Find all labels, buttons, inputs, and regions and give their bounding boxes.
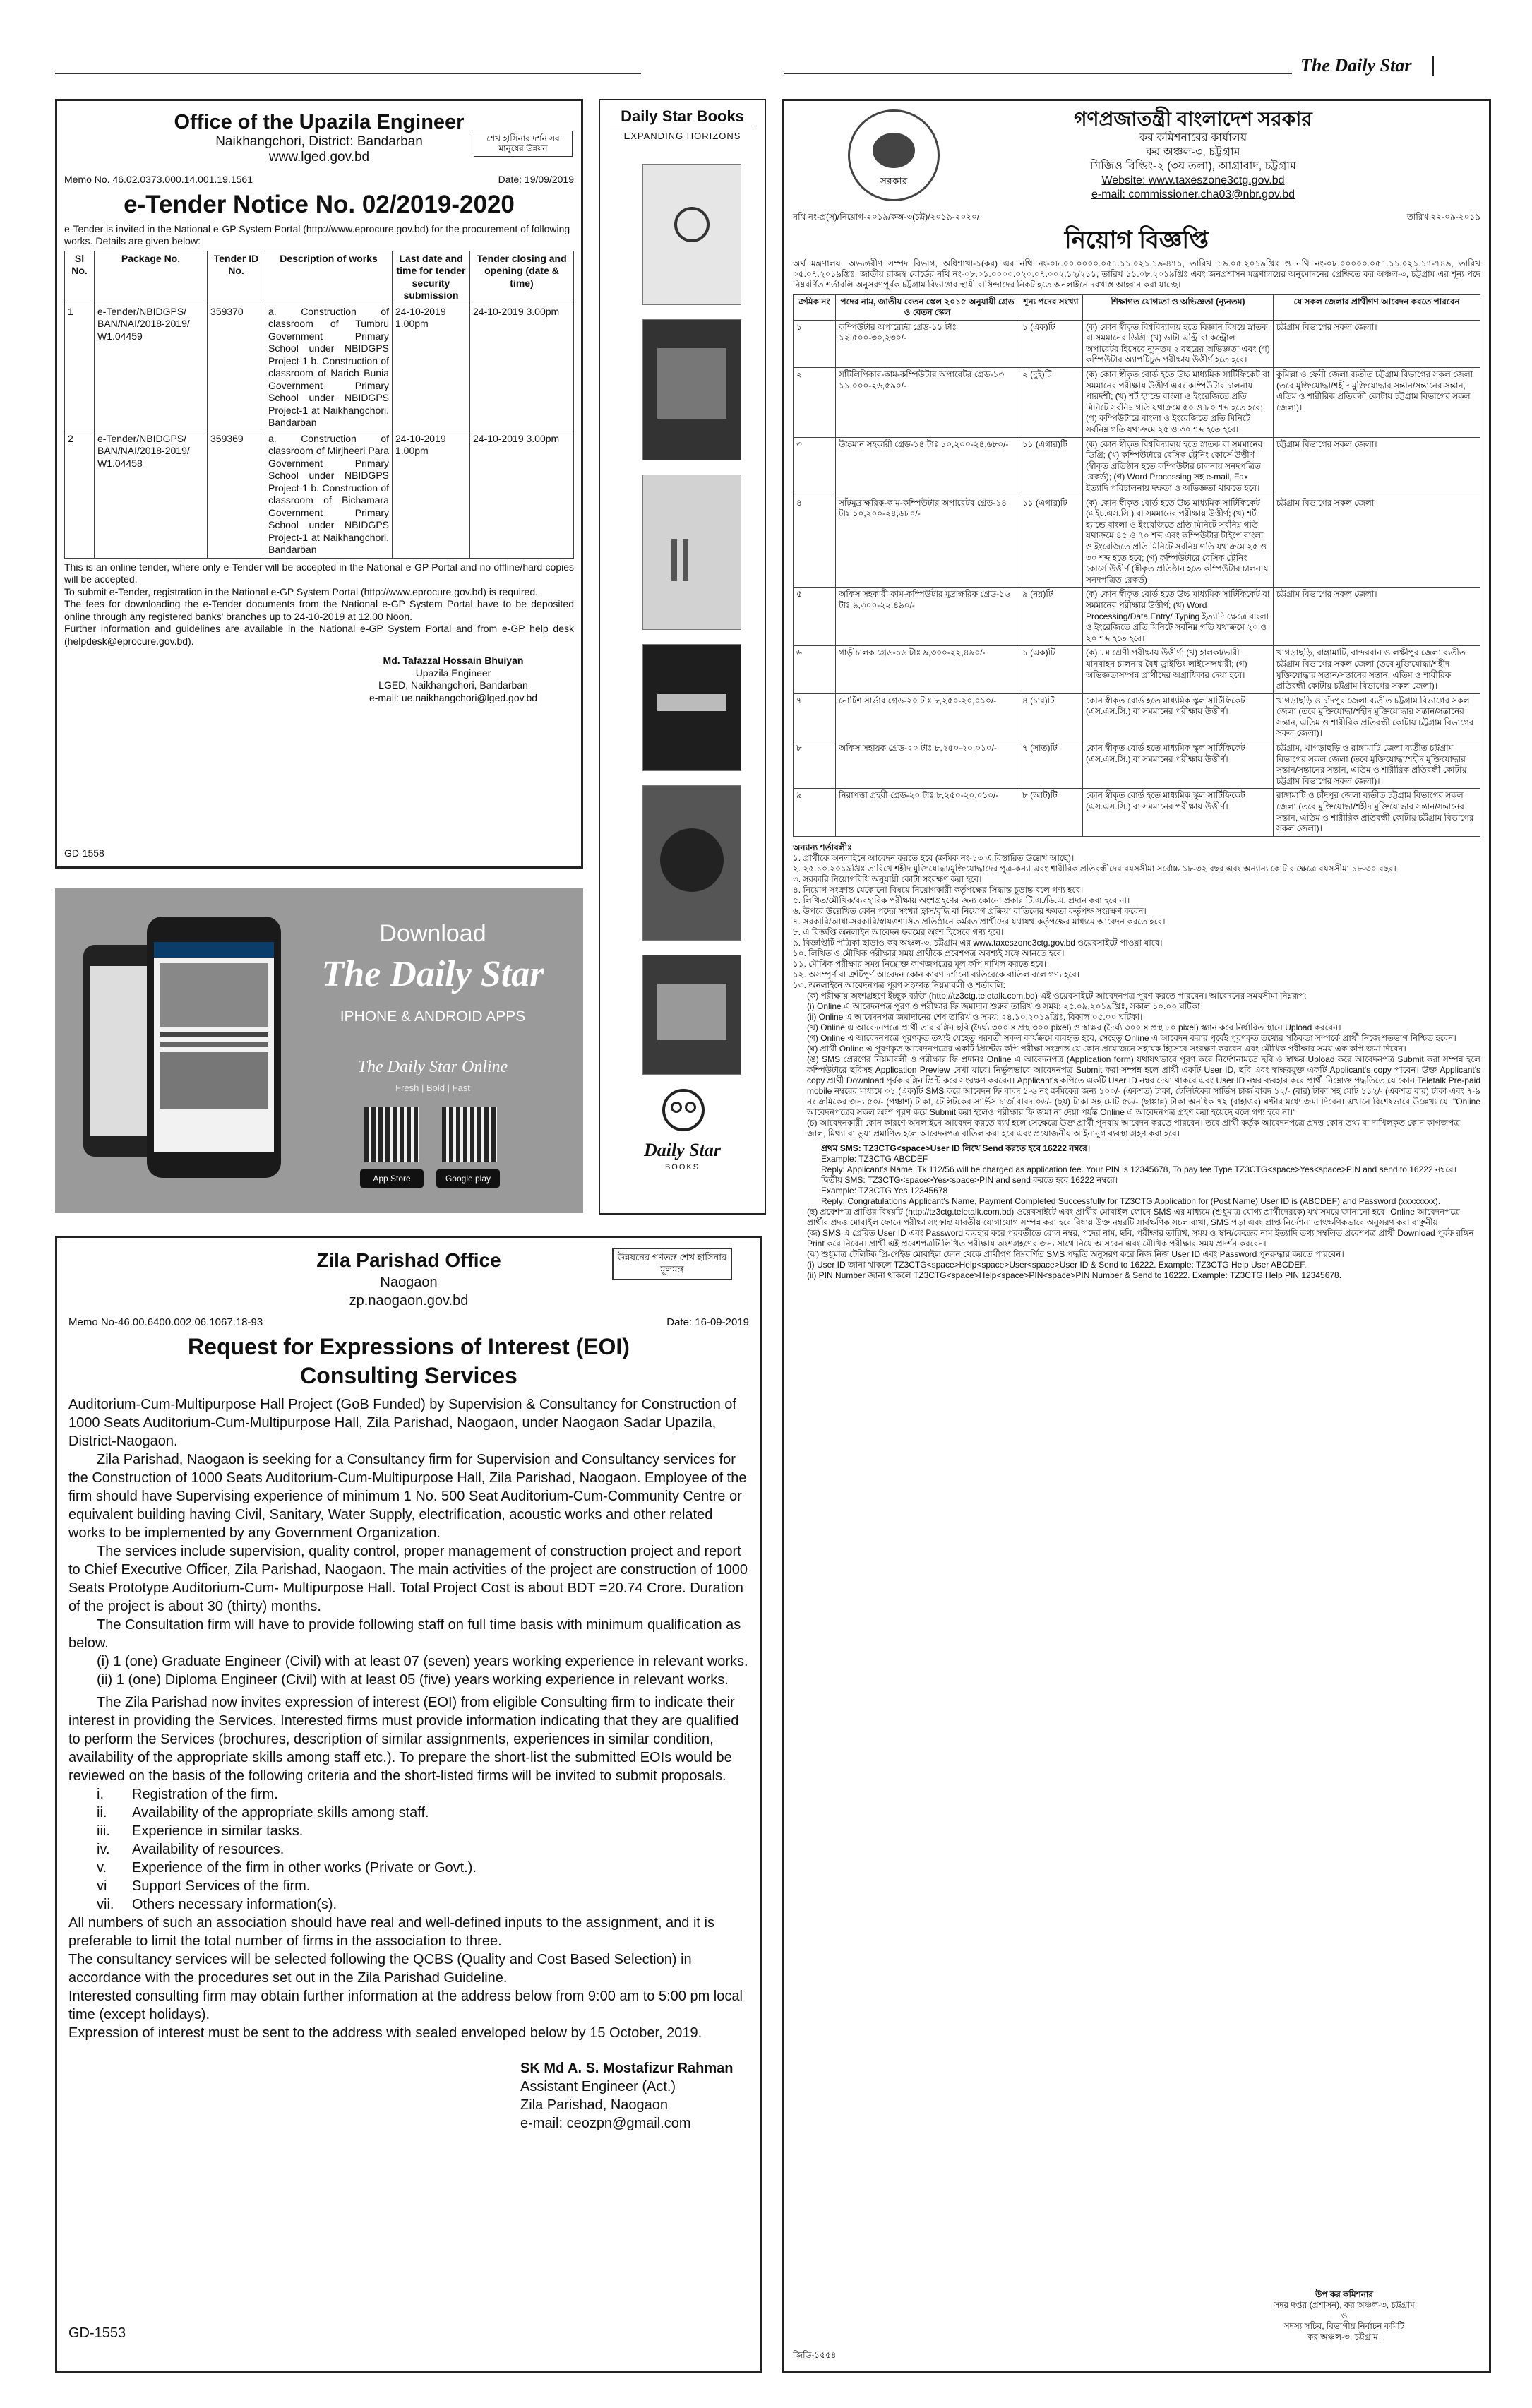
table-row — [65, 431, 574, 558]
upazila-title: e-Tender Notice No. 02/2019-2020 — [124, 190, 515, 218]
govt-sms-rules — [821, 1154, 1480, 1207]
col-count: শূন্য পদের সংখ্যা — [1019, 294, 1083, 320]
zila-gd: GD-1553 — [68, 2325, 126, 2341]
list-item: (ছ) প্রবেশপত্র প্রাপ্তির বিষয়টি (http://tz3ctg.teletalk.com.bd) ওয়েবসাইটে এবং প্রার্থীর মোবাইল ফোনে SMS এর মাধ্যমে (শুধুমাত্র যোগ্য প্রার্থীদেরকে) যথাসময়ে জানানো হবে। Online আবেদনপত্রে প্রার্থীর প্রদত্ত মোবাইল ফোনে পরীক্ষা সংক্রান্ত যাবতীয় যোগাযোগ সম্পন্ন করা হবে বিধায় উক্ত নম্বরটি সার্বক্ষণিক সচল রাখা, SMS পড়া এবং প্রাপ্ত নির্দেশনা তাৎক্ষণিকভাবে অনুসরণ করা বাঞ্ছনীয়। — [807, 1206, 1460, 1227]
list-item: ১২. অসম্পূর্ণ বা ত্রুটিপূর্ণ আবেদন কোন কারণ দর্শানো ব্যতিরেকে বাতিল বলে গণ্য হবে। — [793, 969, 1080, 979]
zila-para-7: The consultancy services will be selected following the QCBS (Quality and Cost Based Selection) in accordance with the procedures set out in the Zila Parishad Guideline. — [68, 1952, 692, 1986]
upazila-sign-email: e-mail: ue.naikhangchori@lged.gov.bd — [369, 691, 538, 703]
ad-download: Download — [379, 920, 486, 947]
list-item: ১১. মৌখিক পরীক্ষার সময় নিম্নোক্ত কাগজপত্রের মূল কপি দাখিল করতে হবে। — [793, 958, 1047, 969]
row-sl: 2 — [65, 431, 95, 558]
table-row: ৬ গাড়ীচালক গ্রেড-১৬ টাঃ ৯,৩০০-২২,৪৯০/- ১ (এক)টি (ক) ৮ম শ্রেণী পরীক্ষায় উত্তীর্ণ; (খ) হালকা/ভারী যানবাহন চালনার বৈধ ড্রাইভিং লাইসেন্সধারী; (গ) অভিজ্ঞতাসম্পন্ন প্রার্থীদের অগ্রাধিকার দেয়া হবে। খাগড়াছড়ি, রাঙ্গামাটি, বান্দরবান ও লক্ষীপুর জেলা ব্যতীত চট্টগ্রাম বিভাগের সকল জেলা (তবে মুক্তিযোদ্ধা/শহীদ মুক্তিযোদ্ধার সন্তান/সন্তানের সন্তান, এতিম ও শারীরিক প্রতিবন্ধী কোটায় চট্টগ্রাম বিভাগের সকল জেলা)। — [794, 646, 1480, 693]
govt-sign-3: ও — [1341, 2311, 1348, 2320]
list-item: ৮. এ বিজ্ঞপ্তি অনলাইন আবেদন ফরমের অংশ হিসেবে গণ্য হবে। — [793, 926, 1004, 937]
govt-sign-1: উপ কর কমিশনার — [1315, 2289, 1373, 2299]
ad-brand: The Daily Star — [321, 954, 544, 994]
zila-qual-2: (ii) 1 (one) Diploma Engineer (Civil) with at least 05 (five) years working experience in relevant works. — [97, 1672, 729, 1688]
book-cover-image — [642, 164, 741, 305]
govt-line-2: কর অঞ্চল-৩, চট্টগ্রাম — [1146, 146, 1240, 158]
app-download-ad — [55, 888, 583, 1213]
book-cover-image — [642, 955, 741, 1075]
zila-qual-1: (i) 1 (one) Graduate Engineer (Civil) with at least 07 (seven) years working experience in relevant works. — [97, 1654, 748, 1670]
list-item: Reply: Congratulations Applicant's Name, Payment Completed Successfully for TZ3CTG Application for (Post Name) User ID is (ABCDEF) and Password (xxxxxxxx). — [821, 1196, 1441, 1206]
book-cover-image — [642, 644, 741, 771]
zila-location: Naogaon — [380, 1275, 438, 1291]
list-item: ৯. বিজ্ঞপ্তিটি পত্রিকা ছাড়াও কর অঞ্চল-৩, চট্টগ্রাম এর www.taxeszone3ctg.gov.bd ওয়েবসাইটে পাওয়া যাবে। — [793, 937, 1163, 948]
list-item: (i) Online এ আবেদনপত্র পূরণ ও পরীক্ষার ফি জমাদান শুরুর তারিখ ও সময়: ২৫.০৯.২০১৯খ্রিঃ, সকাল ১০.০০ ঘটিকা। — [807, 1001, 1203, 1011]
zila-para-6: All numbers of such an association should have real and well-defined inputs to the assignment, and it is preferable to limit the total number of firms in the association to three. — [68, 1915, 714, 1950]
list-item: ১০. লিখিত ও মৌখিক পরীক্ষার সময় প্রার্থীকে প্রবেশপত্র অবশ্যই সঙ্গে আনতে হবে। — [793, 948, 1065, 958]
list-item: (খ) Online এ আবেদনপত্রে প্রার্থী তার রঙ্গিন ছবি (দৈর্ঘ্য ৩০০ × প্রস্থ ৩০০ pixel) ও স্বাক্ষর (দৈর্ঘ্য ৩০০ × প্রস্থ ৮০ pixel) স্ক্যান করে নির্ধারিত স্থানে Upload করবেন। — [807, 1022, 1341, 1032]
list-item: (i) User ID জানা থাকলে TZ3CTG<space>Help<space>User<space>User ID & Send to 16222. Example: TZ3CTG Help User ABCDEF. — [807, 1259, 1307, 1270]
govt-sign-4: সদস্য সচিব, বিভাগীয় নির্বাচন কমিটি — [1283, 2321, 1405, 2331]
row-tender-id: 359370 — [208, 304, 265, 431]
col-districts: যে সকল জেলার প্রার্থীগণ আবেদন করতে পারবেন — [1274, 294, 1480, 320]
govt-date: তারিখ ২২-০৯-২০১৯ — [1406, 212, 1480, 222]
books-ad — [599, 99, 766, 1215]
list-item: (ii) PIN Number জানা থাকলে TZ3CTG<space>Help<space>PIN<space>PIN Number & Send to 16222. Example: TZ3CTG Help PIN 12345678. — [807, 1270, 1342, 1280]
list-item: (জ) SMS এ প্রেরিত User ID এবং Password ব্যবহার করে পরবর্তীতে রোল নম্বর, পদের নাম, ছবি, পরীক্ষার তারিখ, সময় ও স্থান/কেন্দ্রের নাম ইত্যাদি তথ্য সম্বলিত প্রবেশপত্র প্রার্থী Download পূর্বক রঙ্গিন Print করে নিবেন। প্রার্থী এই প্রবেশপত্রটি লিখিত পরীক্ষায় অংশগ্রহণের জন্য সাথে নিয়ে আসবেন এবং মৌখিক পরীক্ষার সময় প্রদর্শন করবেন। — [807, 1227, 1474, 1248]
upazila-table — [64, 251, 574, 559]
list-item: ৭. সরকারি/আধা-সরকারি/স্বায়ত্তশাসিত প্রতিষ্ঠানে কর্মরত প্রার্থীদের যথাযথ কর্তৃপক্ষের মাধ্যমে আবেদন করতে হবে। — [793, 916, 1166, 926]
table-row: ২ সাঁটলিপিকার-কাম-কম্পিউটার অপারেটর গ্রেড-১৩ ১১,০০০-২৬,৫৯০/- ২ (দুই)টি (ক) কোন স্বীকৃত বোর্ড হতে উচ্চ মাধ্যমিক সার্টিফিকেট বা সমমানের পরীক্ষায় উত্তীর্ণ এবং কম্পিউটার চালনায় পারদর্শী; (খ) শর্ট হ্যান্ডে বাংলা ও ইংরেজিতে প্রতি মিনিটে সর্বনিম্ন গতি যথাক্রমে ৫০ ও ৮০ শব্দ হতে হবে; (গ) কম্পিউটারে বাংলা ও ইংরেজিতে প্রতি মিনিটে সর্বনিম্ন গতি যথাক্রমে ২৫ ও ৩০ শব্দ হতে হবে। কুমিল্লা ও ফেনী জেলা ব্যতীত চট্টগ্রাম বিভাগের সকল জেলা (তবে মুক্তিযোদ্ধা/শহীদ মুক্তিযোদ্ধার সন্তান/সন্তানের সন্তান, এতিম ও শারীরিক প্রতিবন্ধী কোটায় চট্টগ্রাম বিভাগের সকল জেলা)। — [794, 368, 1480, 438]
list-item: ২. ২৫.১০.২০১৯খ্রিঃ তারিখে শহীদ মুক্তিযোদ্ধা/মুক্তিযোদ্ধাদের পুত্র-কন্যা এবং শারীরিক প্রতিবন্ধীদের বয়সসীমা সর্বোচ্চ ১৮-৩২ বছর এবং অন্যান্য কোটার ক্ষেত্রে বয়সসীমা ১৮-৩০ বছর। — [793, 863, 1396, 874]
zila-para-3: The services include supervision, quality control, proper management of construction project and report to Chief Executive Officer, Zila Parishad, Naogaon. The main activities of the project are construction of 1000 Seats Prototype Auditorium-Cum- Multipurpose Hall. Total Project Cost is about BDT =20.74 Crore. Duration of the project is about 30 (thirty) months. — [68, 1544, 748, 1615]
table-row: ৭ নোটিশ সার্ভার গ্রেড-২০ টাঃ ৮,২৫০-২০,০১০/- ৪ (চার)টি কোন স্বীকৃত বোর্ড হতে মাধ্যমিক স্কুল সার্টিফিকেট (এস.এস.সি.) বা সমমানের পরীক্ষায় উত্তীর্ণ। খাগড়াছড়ি ও চাঁদপুর জেলা ব্যতীত চট্টগ্রাম বিভাগের সকল জেলা (তবে মুক্তিযোদ্ধা/শহীদ মুক্তিযোদ্ধার সন্তান/সন্তানের সন্তান, এতিম ও শারীরিক প্রতিবন্ধী কোটায় চট্টগ্রাম বিভাগের সকল জেলা)। — [794, 693, 1480, 741]
govt-recruitment-ad — [782, 99, 1491, 2373]
upazila-intro: e-Tender is invited in the National e-GP System Portal (http://www.eprocure.gov.bd) for the procurement of following works. Details are given below: — [64, 222, 570, 246]
list-item: vi Support Services of the firm. — [97, 1878, 311, 1895]
row-package: e-Tender/NBIDGPS/ BAN/NAI/2018-2019/ W1.04459 — [95, 304, 208, 431]
table-row: ৪ সাঁটমুদ্রাক্ষরিক-কাম-কম্পিউটার অপারেটর গ্রেড-১৪ টাঃ ১০,২০০-২৪,৬৮০/- ১১ (এগার)টি (ক) কোন স্বীকৃত বোর্ড হতে উচ্চ মাধ্যমিক সার্টিফিকেট (এইচ.এস.সি.) বা সমমানের পরীক্ষায় উত্তীর্ণ; (খ) শর্ট হ্যান্ডে বাংলা ও ইংরেজিতে প্রতি মিনিটে সর্বনিম্ন গতি যথাক্রমে ৪৫ ও ৭০ শব্দ এবং কম্পিউটার টাইপে বাংলা ও ইংরেজিতে প্রতি মিনিটে সর্বনিম্ন গতি যথাক্রমে ২৫ ও ৩০ শব্দ হতে হবে; (গ) কম্পিউটারে বেসিক ট্রেনিং কোর্সে উত্তীর্ণ (স্বীকৃত প্রতিষ্ঠান হতে কম্পিউটার চালনায় সনদপত্রিত রেকর্ড)। চট্টগ্রাম বিভাগের সকল জেলা — [794, 496, 1480, 588]
govt-title: গণপ্রজাতন্ত্রী বাংলাদেশ সরকার — [1074, 108, 1312, 130]
list-item: ৩. সরকারি নিয়োগবিধি অনুযায়ী কোটা সংরক্ষণ করা হবে। — [793, 874, 982, 884]
govt-website[interactable]: Website: www.taxeszone3ctg.gov.bd — [1101, 174, 1285, 186]
list-item: (গ) Online এ আবেদনপত্রে পূরণকৃত তথ্যই যেহেতু পরবর্তী সকল কার্যক্রমে ব্যবহৃত হবে, সেহেতু Online এ আবেদন করার পূর্বেই পূরণকৃত তথ্যের সঠিকতা সম্পর্কে প্রার্থী নিজে শতভাগ নিশ্চিত হবেন। — [807, 1032, 1456, 1043]
govt-email[interactable]: e-mail: commissioner.cha03@nbr.gov.bd — [1091, 189, 1295, 201]
govt-memo: নথি নং-প্র(স)/নিয়োগ-২০১৯/কঅ-৩(চট্ট)/২০১৯-২০২০/ — [793, 212, 980, 222]
zila-criteria-list — [97, 1785, 749, 1914]
zila-para-5: The Zila Parishad now invites expression of interest (EOI) from eligible Consulting firm to indicate their interest in providing the Services. Interested firms must provide information indicating that they are qualified to perform the Services (brochures, description of similar assignments, experiences in similar condition, availability of the appropriate skills among staff etc.). To prepare the short-list the submitted EOIs would be reviewed on the basis of the following criteria and the short-listed firms will be invited to submit proposals. — [68, 1695, 739, 1784]
list-item: ৫. লিখিত/মৌখিক/ব্যবহারিক পরীক্ষায় অংশগ্রহণের জন্য কোনো প্রকার টি.এ./ডি.এ. প্রদান করা হবে না। — [793, 895, 1130, 905]
col-package: Package No. — [95, 251, 208, 304]
upazila-office: Office of the Upazila Engineer — [174, 111, 465, 133]
govt-posts-table — [793, 294, 1480, 837]
zila-para-4: The Consultation firm will have to provide following staff on full time basis with minimum qualification as below. — [68, 1617, 741, 1652]
list-item: ii. Availability of the appropriate skills among staff. — [97, 1805, 429, 1821]
zila-stamp: উন্নয়নের গণতন্ত্র শেখ হাসিনার মূলমন্ত্র — [612, 1248, 732, 1280]
list-item: (ঘ) প্রার্থী Online এ পূরণকৃত আবেদনপত্রের একটি প্রিন্টেড কপি পরীক্ষা সংক্রান্ত যে কোন প্রয়োজনে সহায়ক হিসেবে সংরক্ষণ করবেন এবং মৌখিক পরীক্ষার সময় এক কপি জমা দিবেন। — [807, 1043, 1406, 1054]
books-tagline: EXPANDING HORIZONS — [610, 129, 755, 141]
zila-para-9: Expression of interest must be sent to the address with sealed enveloped below by 15 October, 2019. — [68, 2025, 702, 2042]
masthead-divider — [1432, 56, 1434, 76]
upazila-note-4: Further information and guidelines are available in the National e-GP System Portal and from e-GP help desk (helpdesk@eprocure.gov.bd). — [64, 623, 574, 647]
upazila-stamp: শেখ হাসিনার দর্শন সব মানুষের উন্নয়ন — [474, 131, 573, 157]
top-rule-left — [55, 73, 641, 74]
list-item: vii. Others necessary information(s). — [97, 1897, 337, 1913]
book-cover-image — [642, 475, 741, 630]
zila-para-2: Zila Parishad, Naogaon is seeking for a Consultancy firm for Supervision and Consultancy services for the Construction of 1000 Seats Auditorium-Cum-Multipurpose Hall, Zila Parishad, Naogaon. Employee of the firm should have Supervising experience of minimum 1 No. 500 Seat Auditorium-Cum-Community Centre or equivalent building having Civil, Sanitary, Water Supply, electrification, acoustic works and other related works to be implemented by any Government Organization. — [68, 1452, 747, 1542]
govt-terms-heading: অন্যান্য শর্তাবলীঃ — [793, 842, 852, 852]
row-description: a. Construction of classroom of Mirjheeri Para Government Primary School under NBIDGPS Project-1 b. Construction of classroom of Bichamara Government Primary School under NBIDGPS Project-1 at Naikhangchori, Bandarban — [265, 431, 393, 558]
upazila-note-3: The fees for downloading the e-Tender documents from the National e-GP System Portal have to be deposited online through any registered banks' branches up to 24-10-2019 at 12.00 Noon. — [64, 598, 574, 622]
list-item: iii. Experience in similar tasks. — [97, 1823, 304, 1840]
table-row: ৩ উচ্চমান সহকারী গ্রেড-১৪ টাঃ ১০,২০০-২৪,৬৮০/- ১১ (এগার)টি (ক) কোন স্বীকৃত বিশ্ববিদ্যালয় হতে স্নাতক বা সমমানের ডিগ্রি; (খ) কম্পিউটারে বেসিক ট্রেনিং কোর্সে উত্তীর্ণ (স্বীকৃত প্রতিষ্ঠান হতে কম্পিউটার চালনায় সনদপত্রিত রেকর্ড); (গ) Word Processing সহ e-mail, Fax ইত্যাদি পরিচালনায় দক্ষতা ও অভিজ্ঞতা থাকতে হবে। চট্টগ্রাম বিভাগের সকল জেলা। — [794, 437, 1480, 496]
govt-gd: জিডি-১৫৫৪ — [793, 2350, 837, 2360]
col-post: পদের নাম, জাতীয় বেতন স্কেল ২০১৫ অনুযায়ী গ্রেড ও বেতন স্কেল — [836, 294, 1019, 320]
row-last-date: 24-10-2019 1.00pm — [393, 304, 470, 431]
list-item: iv. Availability of resources. — [97, 1842, 285, 1858]
list-item: (ঝ) শুধুমাত্র টেলিটক প্রি-পেইড মোবাইল ফোন থেকে প্রার্থীগণ নিম্নবর্ণিত SMS পদ্ধতি অনুসরণ করে নিজ নিজ User ID এবং Password পুনরুদ্ধার করতে পারবেন। — [807, 1248, 1344, 1259]
list-item: দ্বিতীয় SMS: TZ3CTG<space>Yes<space>PIN and send করতে হবে 16222 নম্বরে। — [821, 1174, 1118, 1185]
upazila-location: Naikhangchori, District: Bandarban — [215, 134, 423, 149]
zila-para-1: Auditorium-Cum-Multipurpose Hall Project (GoB Funded) by Supervision & Consultancy for Construction of 1000 Seats Auditorium-Cum-Multipurpose Hall, Zila Parishad, Naogaon, under Naogaon Sadar Upazila, District-Naogaon. — [68, 1397, 736, 1450]
upazila-gd: GD-1558 — [64, 847, 104, 859]
list-item: ১৩. অনলাইনে আবেদনপত্র পূরণ সংক্রান্ত নিয়মাবলী ও শর্তাবলি: — [793, 979, 1005, 990]
list-item: v. Experience of the firm in other works (Private or Govt.). — [97, 1860, 477, 1876]
row-closing: 24-10-2019 3.00pm — [470, 431, 574, 558]
ad-tagline: Fresh | Bold | Fast — [395, 1083, 470, 1093]
govt-intro: অর্থ মন্ত্রণালয়, অভ্যন্তরীণ সম্পদ বিভাগ, অধিশাখা-১(কর) এর নথি নং-০৮.০০.০০০০.০৫৭.১১.০২১.১৯-৪৭১, তারিখ ১৯.০৫.২০১৯খ্রিঃ ও নথি নং-০৮.০০০০০.০৫৭.১১.০২১.১৭-৭৪৯, তারিখ ০৫.০৭.২০১৯খ্রিঃ, জাতীয় রাজস্ব বোর্ডের নথি নং-০৮.০১.০০০০.০২০.০৭.০০২.১২/২১১, তারিখ ১১.০৮.২০১৯খ্রিঃ এবং জনপ্রশাসন মন্ত্রণালয়ের অনুমোদনের প্রেক্ষিতে কর অঞ্চল-৩, চট্টগ্রাম এর শূন্য পদে নিম্নবর্ণিত শর্তাবলি অনুসরণপূর্বক চট্টগ্রাম বিভাগের স্থায়ী বাসিন্দাদের নিকট হতে অনলাইনে দরখাস্ত আহ্বান করা যাচ্ছে। — [793, 258, 1480, 290]
govt-sign-2: সদর দপ্তর (প্রশাসন), কর অঞ্চল-৩, চট্টগ্রাম — [1274, 2300, 1415, 2310]
zila-title-2: Consulting Services — [300, 1363, 517, 1389]
zila-url[interactable]: zp.naogaon.gov.bd — [349, 1293, 469, 1309]
books-logo: Daily Star — [643, 1140, 722, 1160]
govt-line-1: কর কমিশনারের কার্যালয় — [1139, 132, 1247, 144]
upazila-note-1: This is an online tender, where only e-Tender will be accepted in the National e-GP Portal and no offline/hard copies will be accepted. — [64, 561, 574, 585]
upazila-sign-office: LGED, Naikhangchori, Bandarban — [378, 679, 528, 691]
list-item: (ঙ) SMS প্রেরণের নিয়মাবলী ও পরীক্ষার ফি প্রদানঃ Online এ আবেদনপত্র (Application form) যথাযথভাবে পূরণ করে নির্দেশনামতে ছবি ও স্বাক্ষর Upload করে আবেদনপত্র Submit করা সম্পন্ন হলে কম্পিউটারে ছবিসহ Application Preview দেখা যাবে। নির্ভুলভাবে আবেদনপত্র Submit করা সম্পন্ন হলে প্রার্থী একটি User ID, ছবি এবং স্বাক্ষরযুক্ত একটি Applicant's copy পাবেন। উক্ত Applicant's copy প্রার্থী Download পূর্বক রঙ্গিন প্রিন্ট করে সংরক্ষণ করবেন। Applicant's কপিতে একটি User ID নম্বর দেয়া থাকবে এবং User ID নম্বর ব্যবহার করে প্রার্থী নিম্নোক্ত পদ্ধতিতে যে কোন Teletalk Pre-paid mobile নম্বরের মাধ্যমে ০১ (এক)টি SMS করে আবেদন ফি বাবদ ১-৬ নং ক্রমিকের জন্য ১০০/- (একশত) টাকা, টেলিটকের সার্ভিস চার্জ বাবদ ১২/- (বার) টাকা সহ মোট ১১২/- (একশত বার) টাকা এবং ৭-৯ নং ক্রমিকের জন্য ৫০/- (পঞ্চাশ) টাকা, টেলিটকের সার্ভিস চার্জ বাবদ ০৬/- (ছয়) টাকা সহ মোট ৫৬/- (ছাপ্পান্ন) টাকা অনধিক ৭২ (বাহাত্তর) ঘণ্টার মধ্যে জমা দিবেন। এখানে বিশেষভাবে উল্লেখ্য যে, "Online আবেদনপত্রের সকল অংশ পূরণ করে Submit করা হলেও পরীক্ষার ফি জমা না দেয়া পর্যন্ত Online এ আবেদনপত্র গ্রহণ করা হয়েছে বলে গণ্য হবে না।" — [807, 1054, 1480, 1117]
top-rule-right — [784, 73, 1292, 74]
list-item: (ক) পরীক্ষায় অংশগ্রহণে ইচ্ছুক ব্যক্তি (http://tz3ctg.teletalk.com.bd) এই ওয়েবসাইটে আবেদনপত্র পূরণ করতে পারবেন। আবেদনের সময়সীমা নিম্নরূপ: — [807, 990, 1307, 1001]
govt-seal-image: সরকার — [848, 109, 940, 201]
books-logo-sub: BOOKS — [664, 1163, 700, 1172]
govt-online-rules — [807, 991, 1480, 1139]
zila-sign-title: Assistant Engineer (Act.) — [520, 2079, 676, 2095]
list-item: ৪. নিয়োগ সংক্রান্ত যেকোনো বিষয়ে নিয়োগকারী কর্তৃপক্ষের সিদ্ধান্ত চূড়ান্ত বলে গণ্য হবে। — [793, 884, 1084, 895]
table-row: ৫ অফিস সহকারী কাম-কম্পিউটার মুদ্রাক্ষরিক গ্রেড-১৬ টাঃ ৯,৩০০-২২,৪৯০/- ৯ (নয়)টি (ক) কোন স্বীকৃত বোর্ড হতে উচ্চ মাধ্যমিক সার্টিফিকেট বা সমমানের পরীক্ষায় উত্তীর্ণ; (খ) Word Processing/Data Entry/ Typing ইত্যাদি ক্ষেত্রে বাংলা ও ইংরেজিতে প্রতি মিনিটে সর্বনিম্ন গতি যথাক্রমে ২০ ও ২০ শব্দ হতে হবে। চট্টগ্রাম বিভাগের সকল জেলা। — [794, 588, 1480, 646]
zila-office: Zila Parishad Office — [316, 1249, 501, 1271]
zila-title-1: Request for Expressions of Interest (EOI) — [188, 1333, 630, 1359]
col-description: Description of works — [265, 251, 393, 304]
upazila-note-2: To submit e-Tender, registration in the National e-GP System Portal (http://www.eprocure.gov.bd) is required. — [64, 585, 539, 597]
govt-sms-heading: প্রথম SMS: TZ3CTG<space>User ID লিখে Send করতে হবে 16222 নম্বরে। — [821, 1143, 1091, 1153]
list-item: Example: TZ3CTG Yes 12345678 — [821, 1185, 948, 1196]
row-description: a. Construction of classroom of Tumbru Government Primary School under NBIDGPS Project-1 b. Construction of classroom of Narich Bunia Government Primary School under NBIDGPS Project-1 at Naikhangchori, Bandarban — [265, 304, 393, 431]
upazila-tender-ad — [55, 99, 583, 869]
phone-front-image — [147, 917, 281, 1178]
books-title: Daily Star Books — [621, 107, 744, 125]
zila-para-8: Interested consulting firm may obtain further information at the address below from 9:00 am to 5:00 pm local time (except holidays). — [68, 1989, 743, 2023]
row-last-date: 24-10-2019 1.00pm — [393, 431, 470, 558]
masthead: The Daily Star — [1300, 55, 1412, 76]
zila-date: Date: 16-09-2019 — [666, 1316, 749, 1329]
govt-sign-5: কর অঞ্চল-৩, চট্টগ্রাম। — [1307, 2332, 1382, 2342]
govt-line-3: সিজিও বিল্ডিং-২ (৩য় তলা), আগ্রাবাদ, চট্টগ্রাম — [1090, 160, 1296, 172]
col-tender-id: Tender ID No. — [208, 251, 265, 304]
list-item: ৬. উপরে উল্লেখিত কোন পদের সংখ্যা হ্রাস/বৃদ্ধি বা নিয়োগ প্রক্রিয়া বাতিলের ক্ষমতা কর্তৃপক্ষ সংরক্ষণ করেন। — [793, 905, 1147, 916]
zila-sign-email: e-mail: ceozpn@gmail.com — [520, 2116, 691, 2132]
upazila-sign-title: Upazila Engineer — [415, 667, 491, 679]
row-sl: 1 — [65, 304, 95, 431]
row-closing: 24-10-2019 3.00pm — [470, 304, 574, 431]
table-row: ৮ অফিস সহায়ক গ্রেড-২০ টাঃ ৮,২৫০-২০,০১০/- ৭ (সাত)টি কোন স্বীকৃত বোর্ড হতে মাধ্যমিক স্কুল সার্টিফিকেট (এস.এস.সি.) বা সমমানের পরীক্ষায় উত্তীর্ণ। চট্টগ্রাম, খাগড়াছড়ি ও রাঙ্গামাটি জেলা ব্যতীত চট্টগ্রাম বিভাগের সকল জেলা (তবে মুক্তিযোদ্ধা/শহীদ মুক্তিযোদ্ধার সন্তান/সন্তানের সন্তান, এতিম ও শারীরিক প্রতিবন্ধী কোটায় চট্টগ্রাম বিভাগের সকল জেলা)। — [794, 741, 1480, 789]
zila-signer: SK Md A. S. Mostafizur Rahman — [520, 2061, 734, 2077]
upazila-memo: Memo No. 46.02.0373.000.14.001.19.1561 — [64, 174, 253, 185]
list-item: i. Registration of the firm. — [97, 1787, 278, 1803]
upazila-signer: Md. Tafazzal Hossain Bhuiyan — [383, 655, 524, 666]
list-item: (চ) আবেদনকারী কোন কারণে অনলাইনে আবেদন করতে ব্যর্থ হলে সেক্ষেত্রে উক্ত প্রার্থী পুনরায় আবেদন করতে পারবেন। তবে প্রার্থী কর্তৃক আবেদনপত্রে প্রদত্ত কোন তথ্য বা দাখিলকৃত কোন কাগজপত্র জাল, মিথ্যা বা ভুয়া প্রমাণিত হলে আবেদনপত্র বাতিল করা হবে এবং প্রয়োজনীয় আইনানুগ ব্যবস্থা গ্রহণ করা হবে। — [807, 1117, 1461, 1138]
govt-sms-more — [807, 1207, 1480, 1281]
govt-terms — [793, 853, 1480, 991]
table-row: ৯ নিরাপত্তা প্রহরী গ্রেড-২০ টাঃ ৮,২৫০-২০,০১০/- ৮ (আট)টি কোন স্বীকৃত বোর্ড হতে মাধ্যমিক স্কুল সার্টিফিকেট (এস.এস.সি.) বা সমমানের পরীক্ষায় উত্তীর্ণ। রাঙ্গামাটি ও চাঁদপুর জেলা ব্যতীত চট্টগ্রাম বিভাগের সকল জেলা (তবে মুক্তিযোদ্ধা/শহীদ মুক্তিযোদ্ধার সন্তান/সন্তানের সন্তান, এতিম ও শারীরিক প্রতিবন্ধী কোটায় চট্টগ্রাম বিভাগের সকল জেলা)। — [794, 789, 1480, 836]
col-last-date: Last date and time for tender security submission — [393, 251, 470, 304]
list-item: Example: TZ3CTG ABCDEF — [821, 1153, 928, 1164]
qr-code-android[interactable] — [442, 1107, 497, 1162]
table-row — [65, 304, 574, 431]
book-cover-image — [642, 785, 741, 941]
list-item: ১. প্রার্থীকে অনলাইনে আবেদন করতে হবে (ক্রমিক নং-১৩ এ বিস্তারিত উল্লেখ আছে)। — [793, 852, 1075, 863]
table-row: ১ কম্পিউটার অপারেটর গ্রেড-১১ টাঃ ১২,৫০০-৩০,২৩০/- ১ (এক)টি (ক) কোন স্বীকৃত বিশ্ববিদ্যালয় হতে বিজ্ঞান বিষয়ে স্নাতক বা সমমানের ডিগ্রি; (খ) ডাটা এন্ট্রি বা কন্ট্রোল অপারেটর হিসেবে ন্যূনতম ২ বছরের অভিজ্ঞতা এবং (গ) কম্পিউটার অ্যাপটিচুড পরীক্ষায় উত্তীর্ণ হতে হবে। চট্টগ্রাম বিভাগের সকল জেলা। — [794, 320, 1480, 367]
row-package: e-Tender/NBIDGPS/ BAN/NAI/2018-2019/ W1.04458 — [95, 431, 208, 558]
upazila-date: Date: 19/09/2019 — [498, 174, 574, 185]
book-cover-image — [642, 319, 741, 460]
list-item: Reply: Applicant's Name, Tk 112/56 will be charged as application fee. Your PIN is 12345678, To pay fee Type TZ3CTG<space>Yes<space>PIN and send to 16222 নম্বরে। — [821, 1164, 1456, 1174]
row-tender-id: 359369 — [208, 431, 265, 558]
govt-heading: নিয়োগ বিজ্ঞপ্তি — [1064, 227, 1209, 254]
zila-sign-office: Zila Parishad, Naogaon — [520, 2097, 669, 2114]
col-serial: ক্রমিক নং — [794, 294, 836, 320]
col-qualification: শিক্ষাগত যোগ্যতা ও অভিজ্ঞতা (ন্যূনতম) — [1083, 294, 1274, 320]
zila-memo: Memo No-46.00.6400.002.06.1067.18-93 — [68, 1316, 263, 1329]
col-closing: Tender closing and opening (date & time) — [470, 251, 574, 304]
google-play-badge[interactable]: Google play — [436, 1169, 500, 1188]
ad-platforms: IPHONE & ANDROID APPS — [340, 1008, 526, 1025]
upazila-url[interactable]: www.lged.gov.bd — [268, 150, 370, 165]
zila-eoi-ad — [55, 1236, 762, 2373]
qr-code-ios[interactable] — [364, 1107, 419, 1162]
col-sl: Sl No. — [65, 251, 95, 304]
owl-logo-icon — [662, 1089, 705, 1131]
app-store-badge[interactable]: App Store — [360, 1169, 424, 1188]
ad-online: The Daily Star Online — [357, 1058, 508, 1076]
list-item: (ii) Online এ আবেদনপত্র জমাদানের শেষ তারিখ ও সময়: ২৪.১০.২০১৯খ্রিঃ, বিকাল ০৫.০০ ঘটিকা। — [807, 1011, 1143, 1022]
